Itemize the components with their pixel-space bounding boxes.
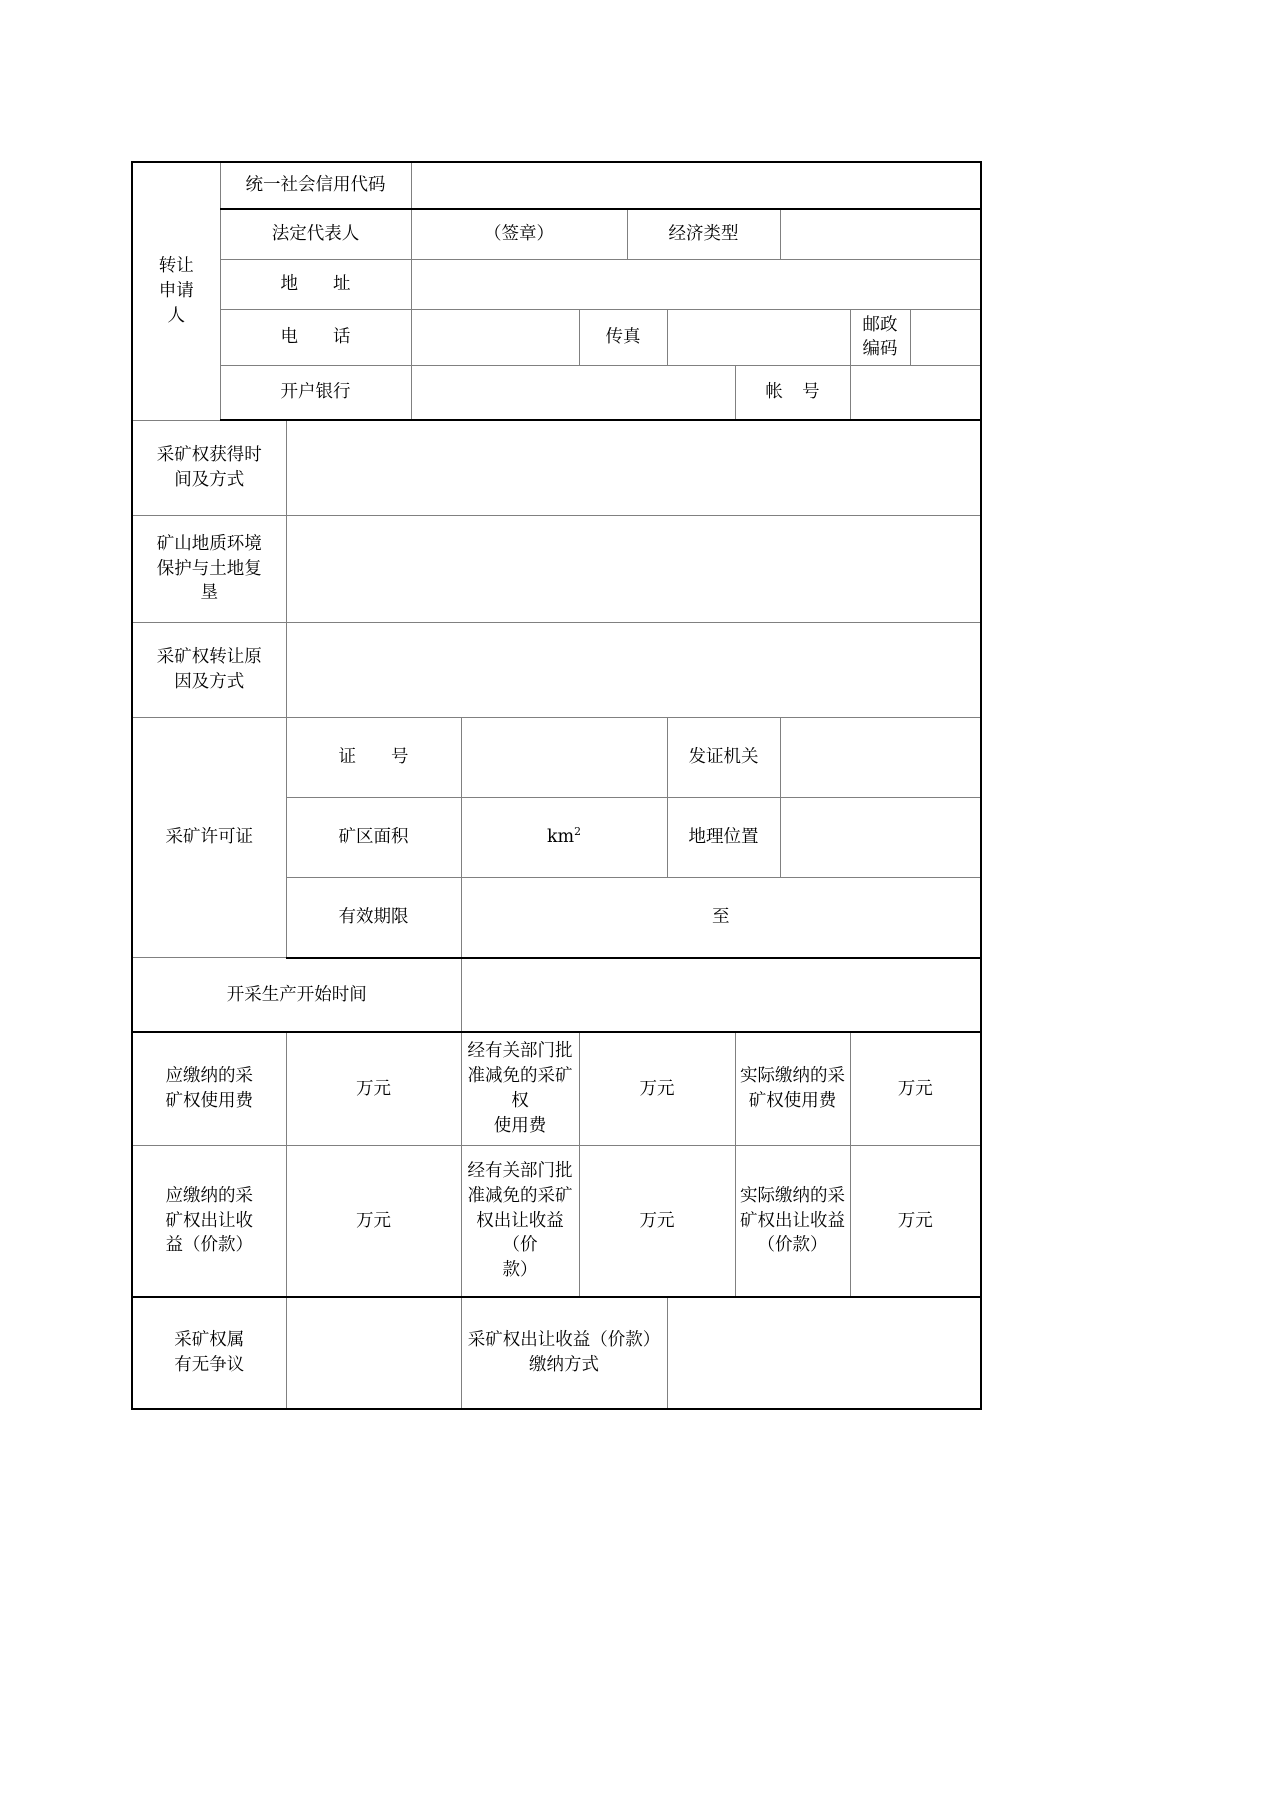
transfer-reason-label: [132, 623, 286, 718]
applicant-label-line-3: 人: [167, 305, 185, 326]
payment-method-label-line-2: 缴纳方式: [529, 1355, 599, 1376]
transfer-income-actual-label-line-3: （价款）: [757, 1235, 828, 1256]
transfer-income-reduced-label-line-4: 款）: [502, 1260, 538, 1281]
mine-area-unit: $km^2$: [546, 824, 582, 847]
account-label-char-2: 号: [802, 382, 820, 403]
bank-value[interactable]: [411, 366, 735, 420]
validity-value[interactable]: [461, 877, 981, 957]
transfer-income-payable-label-line-1: 应缴纳的采: [165, 1185, 253, 1206]
usage-fee-payable-label-line-2: 矿权使用费: [165, 1091, 253, 1112]
dispute-label-line-1: 采矿权属: [174, 1330, 245, 1351]
postcode-label: 邮政编码: [850, 309, 910, 366]
table-row-dispute: [132, 1297, 981, 1409]
license-row-label: 采矿许可证: [132, 717, 286, 957]
transfer-income-payable-unit: 万元: [356, 1210, 391, 1231]
cert-no-value[interactable]: [461, 717, 667, 797]
table-row-phone-fax-postcode: [132, 309, 981, 366]
applicant-label-line-2: 申请: [158, 280, 194, 301]
validity-to-text: 至: [712, 906, 730, 927]
account-label: [735, 366, 850, 420]
bank-label: 开户银行: [220, 366, 411, 420]
validity-label: 有效期限: [286, 877, 461, 957]
phone-label: [220, 309, 411, 366]
fax-value[interactable]: [667, 309, 850, 366]
table-row-legal-rep: [132, 209, 981, 259]
usage-fee-reduced-value[interactable]: [579, 1032, 735, 1145]
geographic-location-value[interactable]: [780, 797, 981, 877]
table-row-cert-no: [132, 717, 981, 797]
table-row-usage-fee: [132, 1032, 981, 1145]
transfer-income-payable-label-line-2: 矿权出让收: [165, 1210, 253, 1231]
geo-env-value[interactable]: [286, 515, 981, 623]
usage-fee-actual-label-line-2: 矿权使用费: [748, 1091, 837, 1112]
usage-fee-reduced-label-line-3: 使用费: [493, 1115, 547, 1136]
transfer-income-reduced-unit: 万元: [639, 1210, 675, 1231]
cert-no-label-char-2: 号: [391, 746, 409, 767]
dispute-label-line-2: 有无争议: [174, 1355, 245, 1376]
legal-rep-value[interactable]: （签章）: [411, 209, 627, 259]
mine-area-unit-superscript: 2: [574, 824, 582, 838]
table-row-bank-account: [132, 366, 981, 420]
address-label: [220, 259, 411, 309]
geographic-location-label: 地理位置: [667, 797, 780, 877]
transfer-income-actual-label-line-2: 矿权出让收益: [740, 1210, 845, 1231]
transfer-income-reduced-label-line-3: 权出让收益（价: [476, 1210, 564, 1256]
usage-fee-actual-label-line-1: 实际缴纳的采: [740, 1066, 845, 1087]
account-label-char-1: 帐: [765, 382, 783, 403]
transfer-income-payable-value[interactable]: [286, 1145, 461, 1297]
production-start-label: 开采生产开始时间: [132, 958, 461, 1033]
usage-fee-payable-label: [132, 1032, 286, 1145]
legal-rep-label: 法定代表人: [220, 209, 411, 259]
geo-env-label-line-3: 垦: [200, 583, 218, 604]
phone-value[interactable]: [411, 309, 579, 366]
usage-fee-payable-unit: 万元: [356, 1078, 391, 1099]
table-row-acquisition: [132, 420, 981, 515]
acquisition-label-line-2: 间及方式: [174, 469, 245, 490]
transfer-reason-label-line-2: 因及方式: [174, 672, 245, 693]
table-row-geo-env: [132, 515, 981, 623]
acquisition-value[interactable]: [286, 420, 981, 515]
transfer-reason-value[interactable]: [286, 623, 981, 718]
fax-label: 传真: [579, 309, 667, 366]
credit-code-value[interactable]: [411, 162, 981, 209]
address-label-char-1: 地: [280, 273, 298, 294]
usage-fee-payable-label-line-1: 应缴纳的采: [165, 1066, 253, 1087]
acquisition-label-line-1: 采矿权获得时: [156, 445, 262, 466]
issuing-authority-value[interactable]: [780, 717, 981, 797]
usage-fee-reduced-unit: 万元: [639, 1078, 675, 1099]
economic-type-value[interactable]: [780, 209, 981, 259]
payment-method-label: [461, 1297, 667, 1409]
applicant-label-line-1: 转让: [158, 256, 194, 277]
transfer-income-actual-label-line-1: 实际缴纳的采: [740, 1185, 845, 1206]
geo-env-label-line-2: 保护与土地复: [156, 558, 262, 579]
table-row-production-start: [132, 958, 981, 1033]
applicant-row-label: [132, 162, 220, 420]
phone-label-char-2: 话: [333, 326, 351, 347]
payment-method-label-line-1: 采矿权出让收益（价款）: [467, 1330, 661, 1351]
postcode-value[interactable]: [910, 309, 981, 366]
economic-type-label: 经济类型: [627, 209, 780, 259]
geo-env-label: [132, 515, 286, 623]
mine-area-value-and-unit[interactable]: [461, 797, 667, 877]
acquisition-label: [132, 420, 286, 515]
address-value[interactable]: [411, 259, 981, 309]
usage-fee-actual-label: [735, 1032, 850, 1145]
mine-area-label: 矿区面积: [286, 797, 461, 877]
transfer-income-reduced-label-line-1: 经有关部门批: [467, 1160, 573, 1181]
transfer-income-reduced-label-line-2: 准减免的采矿: [467, 1185, 573, 1206]
cert-no-label-char-1: 证: [338, 746, 356, 767]
table-row-transfer-reason: [132, 623, 981, 718]
account-value[interactable]: [850, 366, 981, 420]
table-row-credit-code: [132, 162, 981, 209]
usage-fee-actual-unit: 万元: [897, 1078, 933, 1099]
mining-transfer-form-table: [131, 161, 982, 1410]
transfer-income-reduced-label: [461, 1145, 579, 1297]
usage-fee-reduced-label-line-2: 准减免的采矿权: [467, 1066, 573, 1112]
transfer-income-reduced-value[interactable]: [579, 1145, 735, 1297]
transfer-reason-label-line-1: 采矿权转让原: [156, 647, 262, 668]
production-start-value[interactable]: [461, 958, 981, 1033]
usage-fee-payable-value[interactable]: [286, 1032, 461, 1145]
cert-no-label: [286, 717, 461, 797]
usage-fee-reduced-label-line-1: 经有关部门批: [467, 1041, 573, 1062]
phone-label-char-1: 电: [280, 326, 298, 347]
transfer-income-actual-unit: 万元: [897, 1210, 933, 1231]
table-row-transfer-income: [132, 1145, 981, 1297]
table-row-address: [132, 259, 981, 309]
payment-method-value[interactable]: [667, 1297, 981, 1409]
dispute-value[interactable]: [286, 1297, 461, 1409]
issuing-authority-label: 发证机关: [667, 717, 780, 797]
usage-fee-reduced-label: [461, 1032, 579, 1145]
dispute-label: [132, 1297, 286, 1409]
address-label-char-2: 址: [333, 273, 351, 294]
transfer-income-actual-value[interactable]: [850, 1145, 981, 1297]
geo-env-label-line-1: 矿山地质环境: [156, 533, 262, 554]
transfer-income-payable-label: [132, 1145, 286, 1297]
usage-fee-actual-value[interactable]: [850, 1032, 981, 1145]
transfer-income-payable-label-line-3: 益（价款）: [165, 1235, 253, 1256]
credit-code-label: 统一社会信用代码: [220, 162, 411, 209]
transfer-income-actual-label: [735, 1145, 850, 1297]
